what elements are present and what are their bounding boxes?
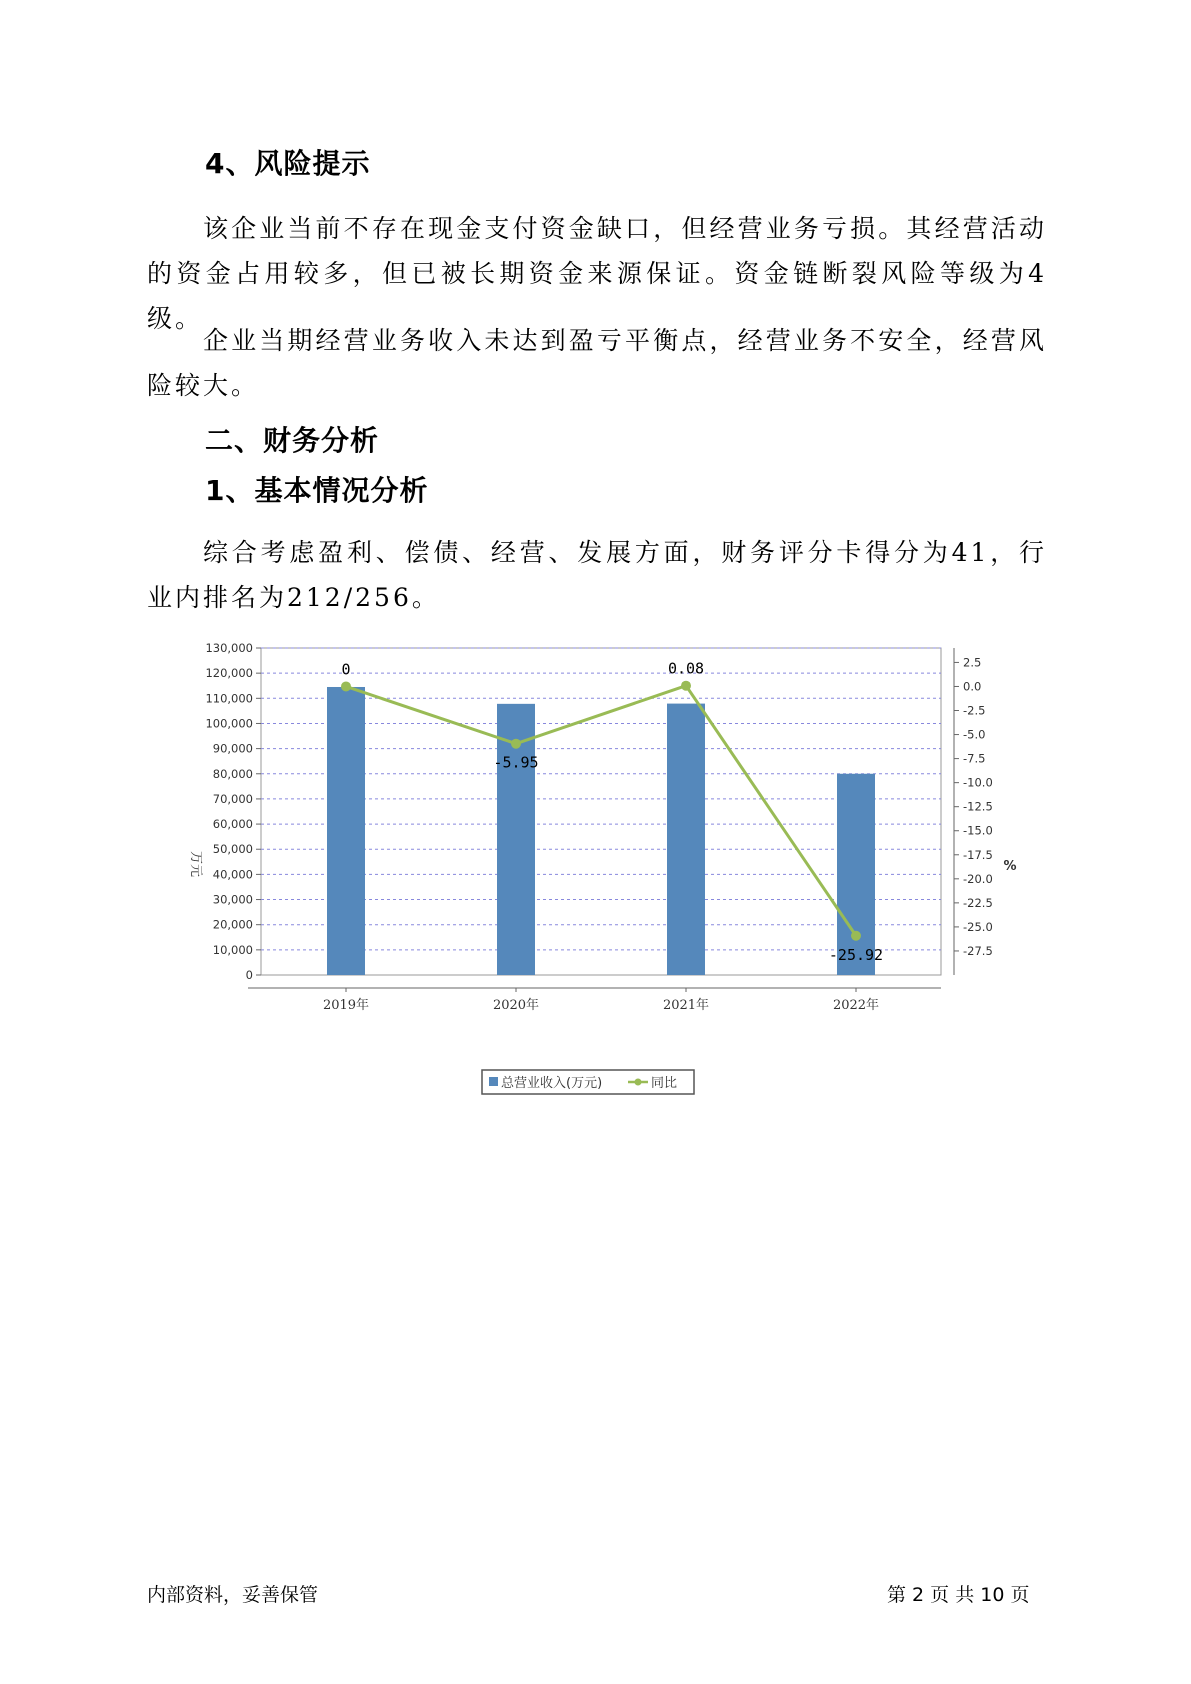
y2-tick-label: -10.0 (963, 775, 993, 790)
y-tick-label: 80,000 (212, 766, 253, 781)
footer-page-number: 第 2 页 共 10 页 (887, 1584, 1030, 1606)
finance-heading: 二、财务分析 (205, 424, 380, 457)
y2-tick-label: -27.5 (963, 943, 993, 958)
yoy-data-label: 0.08 (667, 659, 705, 678)
yoy-point (681, 681, 691, 691)
y2-tick-label: 2.5 (963, 655, 982, 670)
yoy-data-label: -5.95 (493, 753, 539, 772)
y-tick-label: 20,000 (212, 917, 253, 932)
yoy-data-label: -25.92 (828, 945, 884, 964)
y-tick-label: 110,000 (205, 691, 253, 706)
y2-tick-label: -2.5 (963, 703, 986, 718)
y-tick-label: 0 (245, 968, 253, 982)
basic-analysis-heading: 1、基本情况分析 (205, 474, 429, 507)
y-tick-label: 60,000 (212, 817, 253, 832)
y-tick-label: 30,000 (212, 892, 253, 907)
basic-analysis-paragraph: 综合考虑盈利、偿债、经营、发展方面，财务评分卡得分为41，行业内排名为212/256。 (147, 538, 1047, 612)
revenue-chart (170, 640, 1050, 1100)
legend-label-yoy: 同比 (651, 1076, 678, 1091)
y2-tick-label: -15.0 (963, 823, 993, 838)
risk-heading: 4、风险提示 (205, 147, 371, 180)
legend-label-revenue: 总营业收入(万元) (501, 1076, 603, 1091)
yoy-point (341, 681, 351, 691)
x-tick-label: 2019年 (322, 998, 370, 1013)
y-tick-label: 10,000 (212, 942, 253, 957)
y2-tick-label: -20.0 (963, 871, 993, 886)
y2-tick-label: -25.0 (963, 919, 993, 934)
revenue-bar (667, 704, 705, 975)
x-tick-label: 2021年 (662, 998, 710, 1013)
y2-tick-label: -17.5 (963, 847, 993, 862)
x-tick-label: 2022年 (832, 998, 880, 1013)
x-tick-label: 2020年 (492, 998, 540, 1013)
y-tick-label: 100,000 (205, 716, 253, 731)
y2-tick-label: -7.5 (963, 751, 986, 766)
y2-tick-label: -5.0 (963, 727, 986, 742)
footer-confidential: 内部资料，妥善保管 (147, 1584, 319, 1606)
y2-axis-label: % (1003, 859, 1017, 874)
y2-tick-label: -22.5 (963, 895, 993, 910)
y-tick-label: 130,000 (205, 641, 253, 655)
legend-marker-yoy (635, 1079, 642, 1086)
yoy-data-label: 0 (341, 660, 351, 679)
legend-swatch-revenue (489, 1077, 498, 1086)
chart-legend (482, 1070, 694, 1094)
risk-paragraph-2: 企业当期经营业务收入未达到盈亏平衡点，经营业务不安全，经营风险较大。 (147, 326, 1047, 400)
y-tick-label: 70,000 (212, 791, 253, 806)
y2-tick-label: -12.5 (963, 799, 993, 814)
yoy-point (511, 739, 521, 749)
y-tick-label: 40,000 (212, 867, 253, 882)
y2-tick-label: 0.0 (963, 679, 982, 694)
y-tick-label: 90,000 (212, 741, 253, 756)
plot-area (205, 641, 992, 1013)
revenue-bar (327, 687, 365, 975)
yoy-point (851, 931, 861, 941)
y-tick-label: 50,000 (212, 842, 253, 857)
y-axis-label: 万元 (188, 850, 203, 878)
risk-paragraph-1: 该企业当前不存在现金支付资金缺口，但经营业务亏损。其经营活动的资金占用较多，但已被长期资金来源保证。资金链断裂风险等级为4级。 (147, 214, 1047, 333)
y-tick-label: 120,000 (205, 666, 253, 681)
